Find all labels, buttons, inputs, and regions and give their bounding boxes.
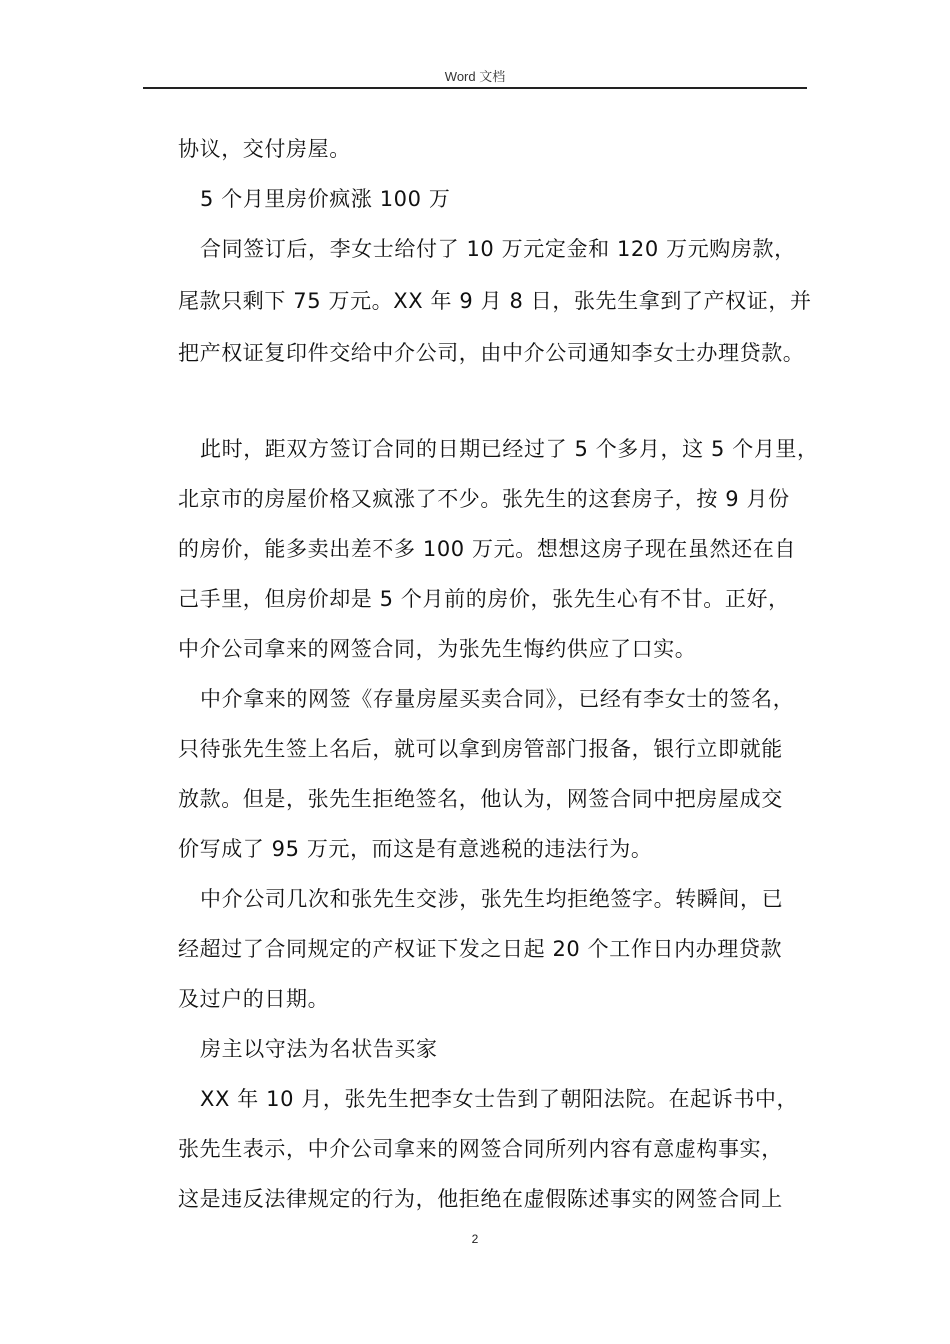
text-line: 合同签订后，李女士给付了 10 万元定金和 120 万元购房款， — [200, 237, 796, 261]
page-header-title: Word 文档 — [444, 69, 506, 84]
text-line: 的房价，能多卖出差不多 100 万元。想想这房子现在虽然还在自 — [178, 537, 797, 561]
text-line: 中介拿来的网签《存量房屋买卖合同》，已经有李女士的签名， — [200, 687, 795, 711]
text-line: 中介公司几次和张先生交涉，张先生均拒绝签字。转瞬间，已 — [200, 887, 784, 911]
text-line: 放款。但是，张先生拒绝签名，他认为，网签合同中把房屋成交 — [178, 787, 783, 811]
text-line: 及过户的日期。 — [178, 987, 330, 1011]
text-line: 张先生表示，中介公司拿来的网签合同所列内容有意虚构事实， — [178, 1137, 783, 1161]
text-line: 只待张先生签上名后，就可以拿到房管部门报备，银行立即就能 — [178, 737, 783, 761]
text-line: 北京市的房屋价格又疯涨了不少。张先生的这套房子，按 9 月份 — [178, 487, 790, 511]
text-line: XX 年 10 月，张先生把李女士告到了朝阳法院。在起诉书中， — [200, 1087, 799, 1111]
text-line: 把产权证复印件交给中介公司，由中介公司通知李女士办理贷款。 — [178, 341, 805, 365]
text-line: 价写成了 95 万元，而这是有意逃税的违法行为。 — [178, 837, 653, 861]
section-heading: 房主以守法为名状告买家 — [200, 1037, 438, 1061]
text-line: 己手里，但房价却是 5 个月前的房价，张先生心有不甘。正好， — [178, 587, 790, 611]
page-number: 2 — [471, 1232, 479, 1246]
text-line: 这是违反法律规定的行为，他拒绝在虚假陈述事实的网签合同上 — [178, 1187, 783, 1211]
text-line: 此时，距双方签订合同的日期已经过了 5 个多月，这 5 个月里， — [200, 437, 819, 461]
text-line: 协议，交付房屋。 — [178, 137, 351, 161]
text-line: 中介公司拿来的网签合同，为张先生悔约供应了口实。 — [178, 637, 697, 661]
text-line: 尾款只剩下 75 万元。XX 年 9 月 8 日，张先生拿到了产权证，并 — [178, 289, 812, 313]
section-heading: 5 个月里房价疯涨 100 万 — [200, 187, 451, 211]
header-divider — [143, 87, 807, 89]
text-line: 经超过了合同规定的产权证下发之日起 20 个工作日内办理贷款 — [178, 937, 783, 961]
